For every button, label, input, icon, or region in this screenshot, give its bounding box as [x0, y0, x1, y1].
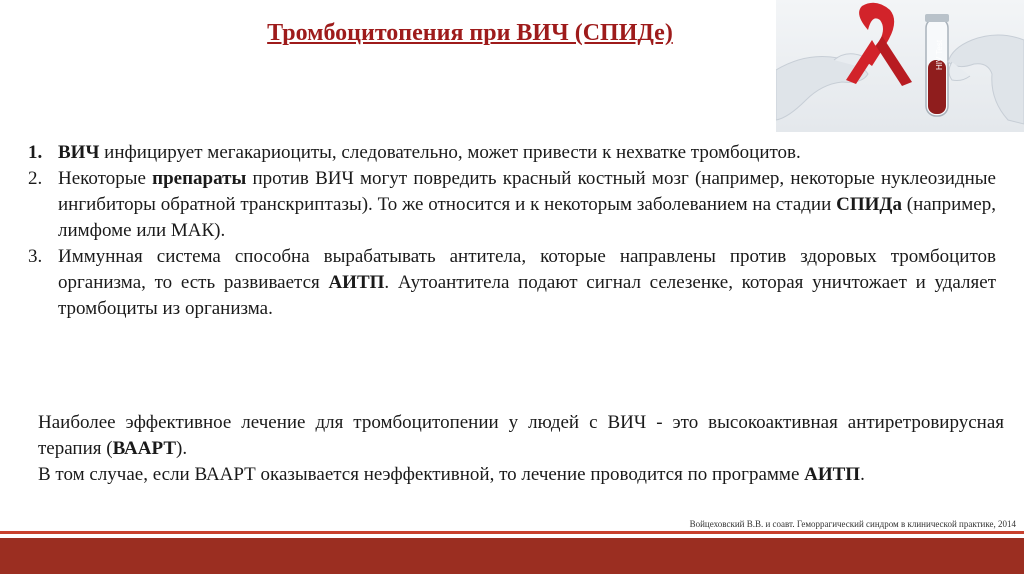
causes-list	[28, 140, 996, 322]
citation: Войцеховский В.В. и соавт. Геморрагический синдром в клинической практике, 2014	[689, 519, 1016, 529]
footer-divider	[0, 531, 1024, 534]
treatment-paragraph	[38, 410, 1004, 488]
list-text: . Аутоантитела подают сигнал селезенке, которая уничтожает и удаляет тромбоциты из организма.	[58, 272, 996, 319]
list-number: 1.	[28, 142, 43, 163]
list-item	[28, 244, 996, 322]
hiv-ribbon-photo	[776, 0, 1024, 132]
bold-term: АИТП	[804, 464, 861, 485]
red-ribbon-icon	[776, 0, 1024, 132]
list-number: 2.	[28, 168, 43, 189]
paragraph-text: ).	[176, 438, 188, 459]
bold-term: СПИДа	[836, 194, 902, 215]
paragraph-line	[38, 462, 1004, 488]
footer-bar	[0, 538, 1024, 574]
bold-term: ВААРТ	[112, 438, 177, 459]
list-item	[28, 140, 996, 166]
list-text: против ВИЧ могут повредить красный костный мозг (например, некоторые нуклеозидные ингибиторы обратной транскриптазы). То же относится и к некоторым заболеванием на стадии	[58, 168, 996, 215]
paragraph-text: Наиболее эффективное лечение для тромбоцитопении у людей с ВИЧ - это высокоактивная антиретровирусная терапия (	[38, 412, 1004, 459]
paragraph-text: В том случае, если ВААРТ оказывается неэффективной, то лечение проводится по программе	[38, 464, 805, 485]
bold-term: препараты	[152, 168, 247, 189]
list-number: 3.	[28, 246, 43, 267]
test-tube-label: HIV Test	[935, 39, 944, 70]
list-text: Иммунная система способна вырабатывать антитела, которые направлены против здоровых тромбоцитов организма, то есть развивается	[58, 246, 996, 293]
paragraph-text: .	[860, 464, 865, 485]
paragraph-line	[38, 410, 1004, 462]
list-text: (например, лимфоме или МАК).	[58, 194, 996, 241]
slide-title: Тромбоцитопения при ВИЧ (СПИДе)	[267, 20, 673, 46]
list-item	[28, 166, 996, 244]
bold-term: АИТП	[328, 272, 385, 293]
list-text: инфицирует мегакариоциты, следовательно, может привести к нехватке тромбоцитов.	[99, 142, 801, 163]
list-text: Некоторые	[58, 168, 153, 189]
bold-term: ВИЧ	[58, 142, 100, 163]
